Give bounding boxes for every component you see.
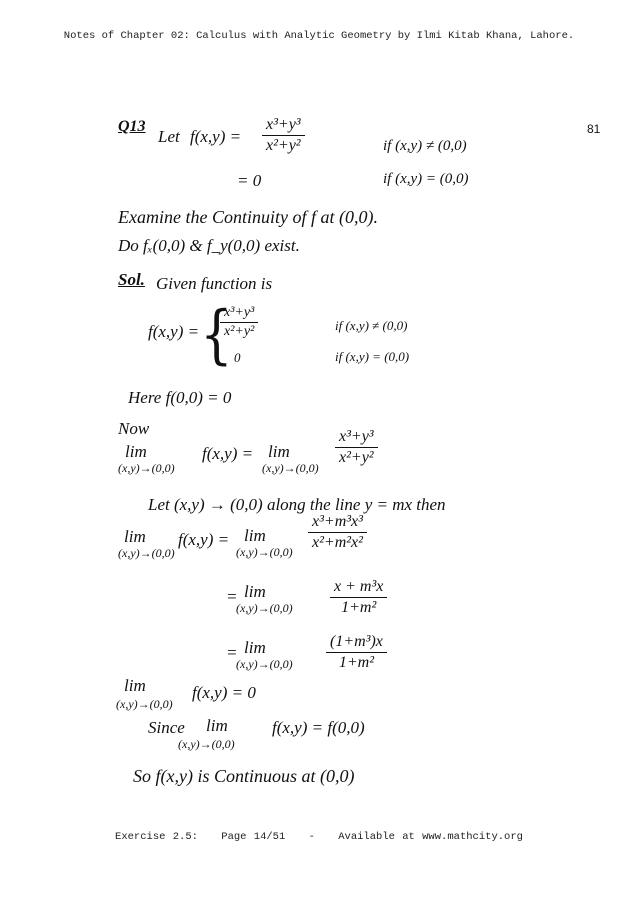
step1-fraction [308, 513, 367, 552]
step1-subscript: (x,y)→(0,0) [118, 546, 175, 560]
function-def: f(x,y) = [190, 127, 242, 146]
result-lim: lim [124, 676, 146, 695]
condition-zero: if (x,y) = (0,0) [383, 171, 469, 187]
piecewise-brace-icon: { [200, 298, 233, 372]
let-word: Let [158, 127, 180, 146]
limit1-subscript2: (x,y)→(0,0) [262, 461, 319, 475]
conclusion-statement: So f(x,y) is Continuous at (0,0) [133, 766, 355, 786]
limit1-lim: lim [125, 442, 147, 461]
step1-lim2: lim [244, 526, 266, 545]
here-statement: Here f(0,0) = 0 [128, 388, 232, 407]
step3-numerator: (1+m³)x [326, 633, 387, 653]
solution-label: Sol. [118, 270, 145, 289]
step1-function: f(x,y) = [178, 530, 230, 549]
step1-lim: lim [124, 527, 146, 546]
since-lim: lim [206, 716, 228, 735]
examine-statement: Examine the Continuity of f at (0,0). [118, 207, 378, 227]
piecewise-zero: 0 [234, 350, 241, 365]
footer-exercise: Exercise 2.5: [115, 831, 198, 843]
question-numerator: x³+y³ [262, 116, 305, 136]
along-line-statement: Let (x,y) → (0,0) along the line y = mx then [148, 495, 446, 514]
footer-site-link[interactable]: Available at www.mathcity.org [338, 831, 523, 843]
piecewise-numerator: x³+y³ [220, 305, 258, 323]
since-equation: f(x,y) = f(0,0) [272, 718, 365, 737]
question-label: Q13 [118, 118, 146, 135]
result-subscript: (x,y)→(0,0) [116, 697, 173, 711]
step2-numerator: x + m³x [330, 578, 387, 598]
page-number: 81 [587, 122, 601, 136]
piecewise-lhs: f(x,y) = [148, 322, 200, 341]
step2-subscript: (x,y)→(0,0) [236, 601, 293, 615]
page-footer [0, 831, 638, 843]
step3-denominator: 1+m² [338, 654, 375, 671]
limit1-fraction [335, 428, 378, 467]
step1-numerator: x³+m³x³ [308, 513, 367, 533]
piecewise-condition-1: if (x,y) ≠ (0,0) [335, 318, 408, 333]
result-function: f(x,y) = 0 [192, 683, 256, 702]
page-header: Notes of Chapter 02: Calculus with Analytic Geometry by Ilmi Kitab Khana, Lahore. [63, 30, 575, 42]
question-denominator: x²+y² [266, 137, 301, 154]
step1-denominator: x²+m²x² [312, 534, 363, 551]
condition-nonzero: if (x,y) ≠ (0,0) [383, 138, 467, 154]
partial-derivatives-question: Do fₓ(0,0) & f_y(0,0) exist. [118, 236, 300, 255]
limit1-function: f(x,y) = [202, 444, 254, 463]
step3-subscript: (x,y)→(0,0) [236, 657, 293, 671]
since-subscript: (x,y)→(0,0) [178, 737, 235, 751]
limit1-subscript: (x,y)→(0,0) [118, 461, 175, 475]
given-function-text: Given function is [156, 274, 273, 293]
equals-zero: = 0 [237, 171, 262, 190]
step3-lim: lim [244, 638, 266, 657]
step3-fraction [326, 633, 387, 672]
piecewise-denominator: x²+y² [224, 324, 255, 339]
now-word: Now [118, 419, 150, 438]
piecewise-fraction [220, 305, 258, 340]
footer-page: Page 14/51 [221, 831, 286, 843]
piecewise-condition-2: if (x,y) = (0,0) [335, 349, 410, 364]
question-fraction [262, 116, 305, 155]
footer-dash: - [308, 831, 315, 843]
since-word: Since [148, 718, 185, 737]
step3-equals: = [226, 643, 238, 662]
limit1-denominator: x²+y² [339, 449, 374, 466]
step1-subscript2: (x,y)→(0,0) [236, 545, 293, 559]
step2-lim: lim [244, 582, 266, 601]
step2-equals: = [226, 587, 238, 606]
step2-denominator: 1+m² [341, 599, 377, 616]
limit1-lim2: lim [268, 442, 290, 461]
limit1-numerator: x³+y³ [335, 428, 378, 448]
step2-fraction [330, 578, 387, 617]
